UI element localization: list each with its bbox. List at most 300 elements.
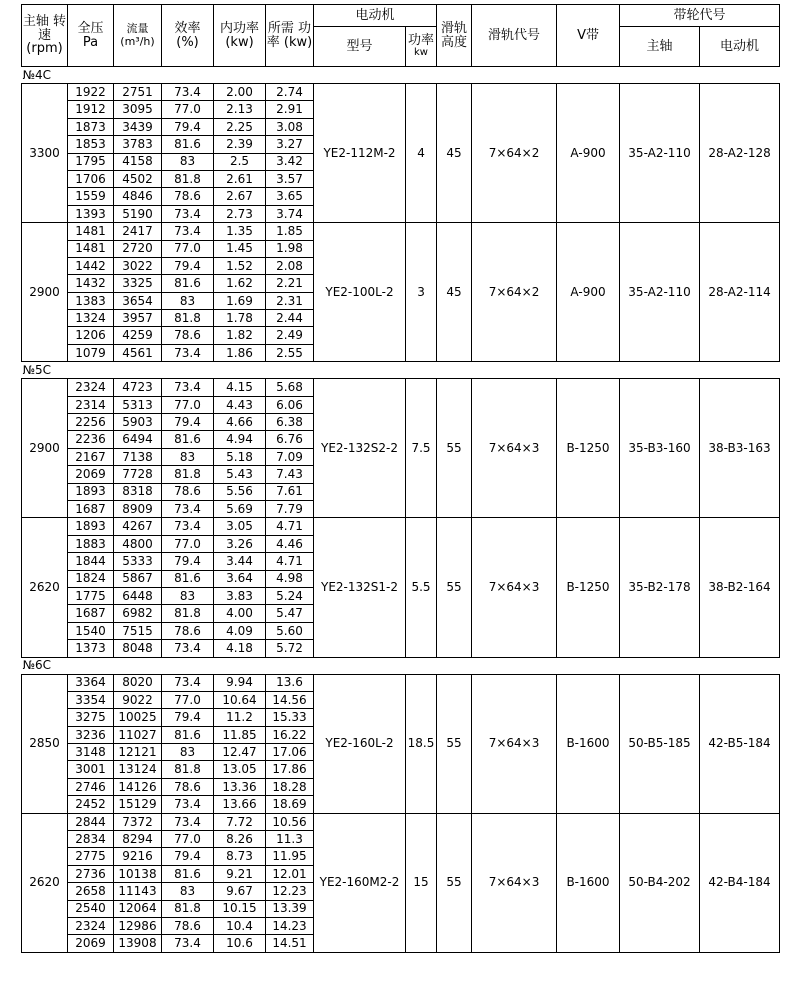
efficiency-cell: 81.6 [162,136,214,153]
pulley-main-cell: 35-A2-110 [620,84,700,223]
internal-power-cell: 10.15 [214,900,266,917]
efficiency-cell: 81.8 [162,761,214,778]
header-rail-height: 滑轨 高度 [437,5,472,67]
pressure-cell: 1775 [68,587,114,604]
required-power-cell: 4.46 [266,535,314,552]
flow-cell: 4561 [114,344,162,361]
pressure-cell: 1442 [68,257,114,274]
pulley-motor-cell: 38-B3-163 [700,379,780,518]
efficiency-cell: 78.6 [162,188,214,205]
required-power-cell: 2.31 [266,292,314,309]
section-header-row [22,67,780,84]
required-power-cell: 12.01 [266,865,314,882]
efficiency-cell: 81.8 [162,900,214,917]
internal-power-cell: 1.69 [214,292,266,309]
flow-cell: 10025 [114,709,162,726]
efficiency-cell: 77.0 [162,240,214,257]
pressure-cell: 2167 [68,448,114,465]
internal-power-cell: 10.64 [214,691,266,708]
rail-height-cell: 45 [437,84,472,223]
internal-power-cell: 3.05 [214,518,266,535]
vbelt-cell: B-1600 [557,674,620,813]
header-efficiency: 效率 (%) [162,5,214,67]
flow-cell: 10138 [114,865,162,882]
flow-cell: 12064 [114,900,162,917]
required-power-cell: 6.06 [266,396,314,413]
pressure-cell: 1079 [68,344,114,361]
efficiency-cell: 73.4 [162,935,214,952]
required-power-cell: 6.76 [266,431,314,448]
flow-cell: 8294 [114,831,162,848]
required-power-cell: 5.68 [266,379,314,396]
required-power-cell: 14.51 [266,935,314,952]
motor-model-cell: YE2-132S1-2 [314,518,406,657]
efficiency-cell: 73.4 [162,640,214,657]
efficiency-cell: 83 [162,883,214,900]
flow-cell: 8020 [114,674,162,691]
header-motor: 电动机 [314,5,437,27]
required-power-cell: 10.56 [266,813,314,830]
flow-cell: 6448 [114,587,162,604]
motor-power-cell: 18.5 [406,674,437,813]
required-power-cell: 2.74 [266,84,314,101]
header-motor-power [406,27,437,67]
pulley-motor-cell: 38-B2-164 [700,518,780,657]
internal-power-cell: 11.2 [214,709,266,726]
motor-model-cell: YE2-112M-2 [314,84,406,223]
header-vbelt: V带 [557,5,620,67]
table-row [22,518,780,535]
pressure-cell: 2658 [68,883,114,900]
rail-height-cell: 55 [437,813,472,952]
pressure-cell: 1922 [68,84,114,101]
internal-power-cell: 2.73 [214,205,266,222]
flow-cell: 7728 [114,466,162,483]
flow-cell: 3325 [114,275,162,292]
internal-power-cell: 5.18 [214,448,266,465]
efficiency-cell: 83 [162,448,214,465]
efficiency-cell: 73.4 [162,674,214,691]
pressure-cell: 2746 [68,778,114,795]
header-internal-power: 内功率 (kw) [214,5,266,67]
pulley-main-cell: 35-A2-110 [620,223,700,362]
pressure-cell: 2236 [68,431,114,448]
efficiency-cell: 81.8 [162,170,214,187]
pressure-cell: 1844 [68,553,114,570]
flow-cell: 4800 [114,535,162,552]
internal-power-cell: 10.6 [214,935,266,952]
internal-power-cell: 3.64 [214,570,266,587]
internal-power-cell: 8.73 [214,848,266,865]
flow-cell: 4158 [114,153,162,170]
efficiency-cell: 73.4 [162,223,214,240]
internal-power-cell: 12.47 [214,744,266,761]
internal-power-cell: 10.4 [214,917,266,934]
pressure-cell: 1206 [68,327,114,344]
required-power-cell: 18.69 [266,796,314,813]
section-label: №4C [22,67,780,84]
rail-code-cell: 7×64×3 [472,674,557,813]
efficiency-cell: 78.6 [162,622,214,639]
flow-cell: 4259 [114,327,162,344]
flow-cell: 2720 [114,240,162,257]
efficiency-cell: 81.6 [162,726,214,743]
rail-code-cell: 7×64×2 [472,84,557,223]
flow-cell: 8048 [114,640,162,657]
header-speed: 主轴 转速 (rpm) [22,5,68,67]
pressure-cell: 1893 [68,483,114,500]
internal-power-cell: 9.94 [214,674,266,691]
internal-power-cell: 5.69 [214,500,266,517]
motor-power-cell: 5.5 [406,518,437,657]
flow-cell: 7372 [114,813,162,830]
header-motor-power-label: 功率 [408,33,435,49]
required-power-cell: 3.08 [266,118,314,135]
required-power-cell: 1.98 [266,240,314,257]
efficiency-cell: 81.6 [162,865,214,882]
required-power-cell: 17.06 [266,744,314,761]
efficiency-cell: 73.4 [162,84,214,101]
flow-cell: 4267 [114,518,162,535]
efficiency-cell: 73.4 [162,518,214,535]
speed-cell: 2900 [22,223,68,362]
pressure-cell: 3364 [68,674,114,691]
flow-cell: 4723 [114,379,162,396]
header-rail-code: 滑轨代号 [472,5,557,67]
header-pulley-main: 主轴 [620,27,700,67]
flow-cell: 2751 [114,84,162,101]
pressure-cell: 1383 [68,292,114,309]
efficiency-cell: 78.6 [162,483,214,500]
flow-cell: 3783 [114,136,162,153]
flow-cell: 5333 [114,553,162,570]
efficiency-cell: 73.4 [162,796,214,813]
pressure-cell: 3236 [68,726,114,743]
table-row [22,223,780,240]
header-motor-power-unit: kw [414,47,428,59]
internal-power-cell: 3.44 [214,553,266,570]
speed-cell: 2620 [22,518,68,657]
internal-power-cell: 2.61 [214,170,266,187]
flow-cell: 5903 [114,414,162,431]
required-power-cell: 3.65 [266,188,314,205]
header-required-power: 所需 功率 (kw) [266,5,314,67]
table-body [22,67,780,953]
required-power-cell: 5.72 [266,640,314,657]
required-power-cell: 3.74 [266,205,314,222]
internal-power-cell: 1.82 [214,327,266,344]
efficiency-cell: 73.4 [162,344,214,361]
internal-power-cell: 2.5 [214,153,266,170]
required-power-cell: 13.6 [266,674,314,691]
required-power-cell: 3.57 [266,170,314,187]
pressure-cell: 1481 [68,223,114,240]
flow-cell: 3439 [114,118,162,135]
efficiency-cell: 79.4 [162,709,214,726]
efficiency-cell: 77.0 [162,396,214,413]
internal-power-cell: 1.45 [214,240,266,257]
flow-cell: 11027 [114,726,162,743]
section-header-row [22,362,780,379]
rail-code-cell: 7×64×3 [472,379,557,518]
pressure-cell: 2452 [68,796,114,813]
internal-power-cell: 4.15 [214,379,266,396]
pressure-cell: 2324 [68,379,114,396]
motor-power-cell: 3 [406,223,437,362]
efficiency-cell: 83 [162,292,214,309]
header-pulley: 带轮代号 [620,5,780,27]
flow-cell: 11143 [114,883,162,900]
efficiency-cell: 79.4 [162,553,214,570]
efficiency-cell: 77.0 [162,101,214,118]
required-power-cell: 7.79 [266,500,314,517]
vbelt-cell: B-1600 [557,813,620,952]
flow-cell: 5313 [114,396,162,413]
header-flow: 流量 (m³/h) [114,5,162,67]
speed-cell: 2620 [22,813,68,952]
efficiency-cell: 79.4 [162,257,214,274]
pressure-cell: 1559 [68,188,114,205]
flow-cell: 15129 [114,796,162,813]
internal-power-cell: 2.13 [214,101,266,118]
required-power-cell: 14.56 [266,691,314,708]
motor-model-cell: YE2-160L-2 [314,674,406,813]
efficiency-cell: 77.0 [162,535,214,552]
required-power-cell: 2.55 [266,344,314,361]
internal-power-cell: 8.26 [214,831,266,848]
header-motor-model: 型号 [314,27,406,67]
table-row [22,379,780,396]
pressure-cell: 2834 [68,831,114,848]
efficiency-cell: 77.0 [162,831,214,848]
internal-power-cell: 1.62 [214,275,266,292]
efficiency-cell: 79.4 [162,118,214,135]
rail-height-cell: 55 [437,518,472,657]
pressure-cell: 3148 [68,744,114,761]
required-power-cell: 7.09 [266,448,314,465]
motor-power-cell: 4 [406,84,437,223]
internal-power-cell: 1.78 [214,310,266,327]
required-power-cell: 6.38 [266,414,314,431]
internal-power-cell: 4.43 [214,396,266,413]
pressure-cell: 3001 [68,761,114,778]
internal-power-cell: 11.85 [214,726,266,743]
flow-cell: 13908 [114,935,162,952]
motor-model-cell: YE2-100L-2 [314,223,406,362]
speed-cell: 2850 [22,674,68,813]
required-power-cell: 17.86 [266,761,314,778]
flow-cell: 9216 [114,848,162,865]
pressure-cell: 1373 [68,640,114,657]
section-label: №6C [22,657,780,674]
pressure-cell: 1687 [68,605,114,622]
internal-power-cell: 9.67 [214,883,266,900]
required-power-cell: 15.33 [266,709,314,726]
pulley-main-cell: 35-B2-178 [620,518,700,657]
required-power-cell: 12.23 [266,883,314,900]
internal-power-cell: 1.86 [214,344,266,361]
internal-power-cell: 4.09 [214,622,266,639]
pulley-motor-cell: 42-B5-184 [700,674,780,813]
flow-cell: 2417 [114,223,162,240]
rail-height-cell: 55 [437,674,472,813]
internal-power-cell: 13.05 [214,761,266,778]
flow-cell: 8318 [114,483,162,500]
required-power-cell: 2.49 [266,327,314,344]
required-power-cell: 5.47 [266,605,314,622]
internal-power-cell: 4.94 [214,431,266,448]
pulley-main-cell: 50-B5-185 [620,674,700,813]
motor-power-cell: 15 [406,813,437,952]
internal-power-cell: 2.67 [214,188,266,205]
required-power-cell: 3.42 [266,153,314,170]
pulley-motor-cell: 28-A2-128 [700,84,780,223]
pressure-cell: 2069 [68,466,114,483]
efficiency-cell: 83 [162,587,214,604]
pressure-cell: 1853 [68,136,114,153]
pressure-cell: 2736 [68,865,114,882]
vbelt-cell: A-900 [557,223,620,362]
flow-cell: 3095 [114,101,162,118]
pressure-cell: 1912 [68,101,114,118]
internal-power-cell: 13.36 [214,778,266,795]
flow-cell: 4502 [114,170,162,187]
pressure-cell: 1540 [68,622,114,639]
efficiency-cell: 81.8 [162,605,214,622]
flow-cell: 12986 [114,917,162,934]
internal-power-cell: 2.00 [214,84,266,101]
internal-power-cell: 4.18 [214,640,266,657]
flow-cell: 7138 [114,448,162,465]
efficiency-cell: 77.0 [162,691,214,708]
internal-power-cell: 3.26 [214,535,266,552]
required-power-cell: 2.08 [266,257,314,274]
required-power-cell: 7.61 [266,483,314,500]
required-power-cell: 1.85 [266,223,314,240]
internal-power-cell: 2.25 [214,118,266,135]
speed-cell: 3300 [22,84,68,223]
pressure-cell: 1687 [68,500,114,517]
flow-cell: 13124 [114,761,162,778]
pressure-cell: 2540 [68,900,114,917]
efficiency-cell: 81.6 [162,431,214,448]
pressure-cell: 1873 [68,118,114,135]
required-power-cell: 5.60 [266,622,314,639]
required-power-cell: 4.71 [266,518,314,535]
pressure-cell: 1795 [68,153,114,170]
pressure-cell: 2775 [68,848,114,865]
efficiency-cell: 81.6 [162,275,214,292]
flow-cell: 5867 [114,570,162,587]
internal-power-cell: 13.66 [214,796,266,813]
internal-power-cell: 1.35 [214,223,266,240]
efficiency-cell: 81.8 [162,310,214,327]
internal-power-cell: 5.43 [214,466,266,483]
required-power-cell: 4.98 [266,570,314,587]
required-power-cell: 11.95 [266,848,314,865]
motor-model-cell: YE2-160M2-2 [314,813,406,952]
pulley-main-cell: 50-B4-202 [620,813,700,952]
flow-cell: 4846 [114,188,162,205]
section-header-row [22,657,780,674]
required-power-cell: 2.44 [266,310,314,327]
flow-cell: 14126 [114,778,162,795]
required-power-cell: 11.3 [266,831,314,848]
internal-power-cell: 4.66 [214,414,266,431]
pressure-cell: 1432 [68,275,114,292]
efficiency-cell: 78.6 [162,917,214,934]
efficiency-cell: 73.4 [162,379,214,396]
pressure-cell: 1481 [68,240,114,257]
flow-cell: 6494 [114,431,162,448]
required-power-cell: 18.28 [266,778,314,795]
required-power-cell: 16.22 [266,726,314,743]
pressure-cell: 2314 [68,396,114,413]
flow-cell: 9022 [114,691,162,708]
internal-power-cell: 1.52 [214,257,266,274]
pulley-motor-cell: 42-B4-184 [700,813,780,952]
rail-height-cell: 45 [437,223,472,362]
vbelt-cell: A-900 [557,84,620,223]
required-power-cell: 5.24 [266,587,314,604]
efficiency-cell: 81.8 [162,466,214,483]
motor-model-cell: YE2-132S2-2 [314,379,406,518]
internal-power-cell: 4.00 [214,605,266,622]
efficiency-cell: 73.4 [162,500,214,517]
flow-cell: 3957 [114,310,162,327]
rail-height-cell: 55 [437,379,472,518]
required-power-cell: 2.91 [266,101,314,118]
table-row [22,813,780,830]
pressure-cell: 1393 [68,205,114,222]
motor-power-cell: 7.5 [406,379,437,518]
internal-power-cell: 9.21 [214,865,266,882]
flow-cell: 8909 [114,500,162,517]
flow-cell: 7515 [114,622,162,639]
pressure-cell: 1824 [68,570,114,587]
required-power-cell: 4.71 [266,553,314,570]
pressure-cell: 2069 [68,935,114,952]
efficiency-cell: 79.4 [162,848,214,865]
table-row [22,84,780,101]
pressure-cell: 2256 [68,414,114,431]
flow-cell: 3022 [114,257,162,274]
section-label: №5C [22,362,780,379]
efficiency-cell: 81.6 [162,570,214,587]
pressure-cell: 1883 [68,535,114,552]
pressure-cell: 1893 [68,518,114,535]
efficiency-cell: 78.6 [162,778,214,795]
required-power-cell: 13.39 [266,900,314,917]
efficiency-cell: 83 [162,744,214,761]
rail-code-cell: 7×64×2 [472,223,557,362]
rail-code-cell: 7×64×3 [472,518,557,657]
internal-power-cell: 7.72 [214,813,266,830]
internal-power-cell: 3.83 [214,587,266,604]
required-power-cell: 3.27 [266,136,314,153]
internal-power-cell: 5.56 [214,483,266,500]
efficiency-cell: 83 [162,153,214,170]
pressure-cell: 2324 [68,917,114,934]
efficiency-cell: 78.6 [162,327,214,344]
required-power-cell: 2.21 [266,275,314,292]
internal-power-cell: 2.39 [214,136,266,153]
vbelt-cell: B-1250 [557,379,620,518]
pressure-cell: 3354 [68,691,114,708]
flow-cell: 3654 [114,292,162,309]
header-pressure: 全压 Pa [68,5,114,67]
pulley-motor-cell: 28-A2-114 [700,223,780,362]
